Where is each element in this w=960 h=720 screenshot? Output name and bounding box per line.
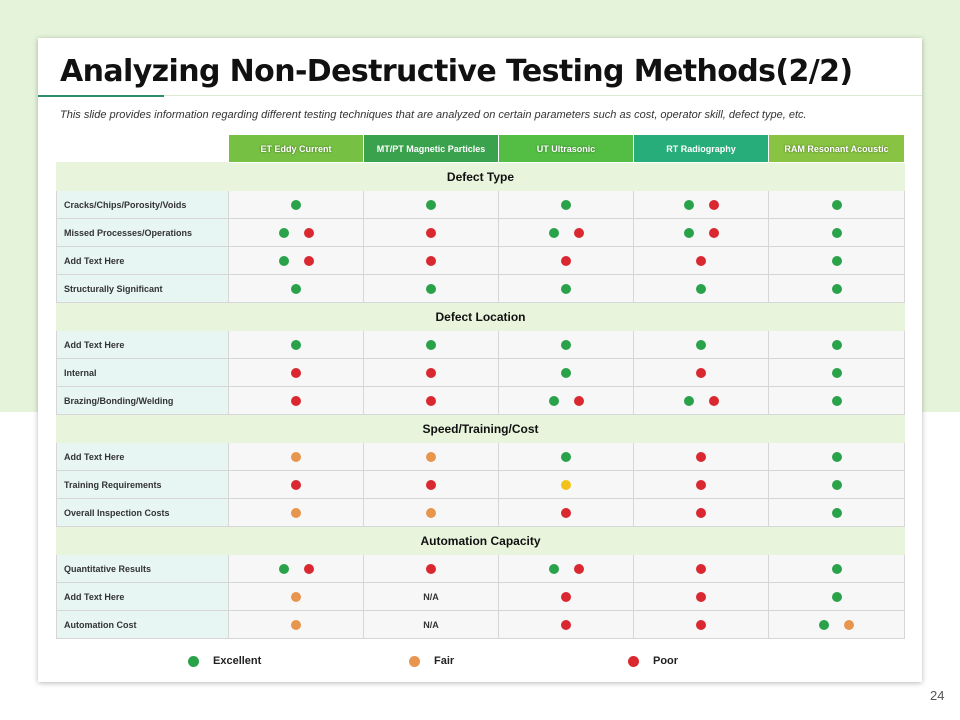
poor-dot-icon <box>291 480 301 490</box>
rating-cell <box>364 471 499 499</box>
column-header: MT/PT Magnetic Particles <box>364 135 499 163</box>
poor-dot-icon <box>696 508 706 518</box>
rating-dots <box>832 340 842 350</box>
poor-dot-icon <box>291 396 301 406</box>
table-row <box>57 499 905 527</box>
rating-dots <box>426 480 436 490</box>
rating-dots <box>561 200 571 210</box>
rating-cell <box>364 499 499 527</box>
rating-cell <box>634 387 769 415</box>
excellent-dot-icon <box>832 228 842 238</box>
rating-cell <box>229 471 364 499</box>
excellent-dot-icon <box>561 340 571 350</box>
rating-cell <box>229 359 364 387</box>
poor-dot-icon <box>709 228 719 238</box>
rating-dots <box>832 284 842 294</box>
rating-cell <box>634 443 769 471</box>
rating-dots <box>291 480 301 490</box>
table-row <box>57 611 905 639</box>
rating-cell <box>229 219 364 247</box>
rating-dots <box>426 564 436 574</box>
excellent-dot-icon <box>549 396 559 406</box>
page-title: Analyzing Non-Destructive Testing Methods(2/2) <box>60 54 853 89</box>
excellent-dot-icon <box>832 340 842 350</box>
poor-dot-icon <box>426 368 436 378</box>
excellent-dot-icon <box>291 200 301 210</box>
poor-dot-icon <box>561 592 571 602</box>
rating-cell <box>634 555 769 583</box>
rating-dots <box>291 452 301 462</box>
legend-excellent-dot <box>188 656 199 667</box>
poor-dot-icon <box>574 564 584 574</box>
excellent-dot-icon <box>426 340 436 350</box>
poor-dot-icon <box>304 564 314 574</box>
poor-dot-icon <box>291 368 301 378</box>
rating-cell <box>769 471 905 499</box>
rating-cell <box>364 387 499 415</box>
section-row <box>57 415 905 443</box>
rating-cell <box>364 443 499 471</box>
rating-dots <box>426 396 436 406</box>
fair-dot-icon <box>291 620 301 630</box>
poor-dot-icon <box>574 228 584 238</box>
column-header: UT Ultrasonic <box>499 135 634 163</box>
rating-dots <box>426 368 436 378</box>
row-label: Add Text Here <box>57 583 229 611</box>
fair-dot-icon <box>291 592 301 602</box>
excellent-dot-icon <box>279 256 289 266</box>
poor-dot-icon <box>426 228 436 238</box>
poor-dot-icon <box>561 256 571 266</box>
rating-dots <box>696 564 706 574</box>
poor-dot-icon <box>696 452 706 462</box>
column-header: RT Radiography <box>634 135 769 163</box>
rating-cell <box>364 583 499 611</box>
legend-excellent-label: Excellent <box>213 655 262 667</box>
rating-dots <box>279 228 314 238</box>
rating-dots <box>696 480 706 490</box>
rating-dots <box>832 396 842 406</box>
rating-cell <box>364 275 499 303</box>
row-label: Missed Processes/Operations <box>57 219 229 247</box>
section-row <box>57 163 905 191</box>
excellent-dot-icon <box>561 200 571 210</box>
row-label: Internal <box>57 359 229 387</box>
table-row <box>57 555 905 583</box>
rating-dots <box>696 340 706 350</box>
excellent-dot-icon <box>696 340 706 350</box>
rating-cell <box>499 247 634 275</box>
rating-dots <box>426 508 436 518</box>
excellent-dot-icon <box>291 284 301 294</box>
legend-fair-label: Fair <box>434 655 455 667</box>
section-row <box>57 303 905 331</box>
legend-fair-dot <box>409 656 420 667</box>
poor-dot-icon <box>304 256 314 266</box>
rating-cell <box>229 331 364 359</box>
excellent-dot-icon <box>549 228 559 238</box>
row-label: Add Text Here <box>57 247 229 275</box>
excellent-dot-icon <box>684 200 694 210</box>
fair-dot-icon <box>291 452 301 462</box>
section-title: Speed/Training/Cost <box>57 415 905 443</box>
rating-dots <box>832 256 842 266</box>
page-subtitle: This slide provides information regarding different testing techniques that are analyzed on certain parameters such as cost, operator skill, defect type, etc. <box>60 109 807 121</box>
fair-dot-icon <box>291 508 301 518</box>
rating-dots <box>832 200 842 210</box>
excellent-dot-icon <box>696 284 706 294</box>
not-applicable-text: N/A <box>423 591 439 602</box>
excellent-dot-icon <box>561 284 571 294</box>
poor-dot-icon <box>696 480 706 490</box>
rating-cell <box>229 387 364 415</box>
rating-dots <box>426 228 436 238</box>
rating-cell <box>229 555 364 583</box>
rating-cell <box>634 275 769 303</box>
rating-dots <box>832 592 842 602</box>
rating-dots <box>561 256 571 266</box>
excellent-dot-icon <box>684 228 694 238</box>
poor-dot-icon <box>709 200 719 210</box>
table-row <box>57 275 905 303</box>
rating-dots <box>426 284 436 294</box>
section-title: Defect Location <box>57 303 905 331</box>
rating-cell <box>364 247 499 275</box>
rating-cell <box>769 219 905 247</box>
poor-dot-icon <box>696 564 706 574</box>
poor-dot-icon <box>561 508 571 518</box>
rating-dots <box>549 228 584 238</box>
excellent-dot-icon <box>832 480 842 490</box>
rating-cell <box>499 275 634 303</box>
excellent-dot-icon <box>819 620 829 630</box>
rating-cell <box>634 191 769 219</box>
row-label: Add Text Here <box>57 331 229 359</box>
rating-cell <box>634 247 769 275</box>
rating-cell <box>364 611 499 639</box>
rating-dots <box>561 508 571 518</box>
rating-cell <box>634 359 769 387</box>
rating-cell <box>769 191 905 219</box>
rating-cell <box>364 191 499 219</box>
rating-dots <box>696 368 706 378</box>
rating-cell <box>769 611 905 639</box>
rating-cell <box>634 583 769 611</box>
row-label: Training Requirements <box>57 471 229 499</box>
poor-dot-icon <box>696 368 706 378</box>
rating-cell <box>229 443 364 471</box>
rating-cell <box>499 387 634 415</box>
rating-dots <box>696 508 706 518</box>
excellent-dot-icon <box>549 564 559 574</box>
excellent-dot-icon <box>832 396 842 406</box>
rating-cell <box>769 331 905 359</box>
rating-dots <box>832 480 842 490</box>
table-row <box>57 471 905 499</box>
rating-dots <box>549 564 584 574</box>
row-label: Automation Cost <box>57 611 229 639</box>
rating-cell <box>634 471 769 499</box>
rating-cell <box>499 443 634 471</box>
rating-dots <box>696 592 706 602</box>
rating-cell <box>364 331 499 359</box>
excellent-dot-icon <box>684 396 694 406</box>
column-header: ET Eddy Current <box>229 135 364 163</box>
table-row <box>57 219 905 247</box>
row-label: Quantitative Results <box>57 555 229 583</box>
table-row <box>57 359 905 387</box>
rating-cell <box>364 359 499 387</box>
rating-cell <box>769 247 905 275</box>
rating-cell <box>499 219 634 247</box>
rating-cell <box>499 611 634 639</box>
rating-cell <box>634 499 769 527</box>
table-row <box>57 331 905 359</box>
excellent-dot-icon <box>832 564 842 574</box>
rating-cell <box>769 275 905 303</box>
row-label: Structurally Significant <box>57 275 229 303</box>
rating-dots <box>561 340 571 350</box>
rating-dots <box>426 200 436 210</box>
table-row <box>57 443 905 471</box>
rating-dots <box>696 256 706 266</box>
rating-dots <box>291 340 301 350</box>
excellent-dot-icon <box>426 284 436 294</box>
rating-dots <box>426 340 436 350</box>
rating-dots <box>426 256 436 266</box>
rating-cell <box>769 499 905 527</box>
rating-cell <box>229 583 364 611</box>
rating-dots <box>549 396 584 406</box>
fair-dot-icon <box>426 508 436 518</box>
section-title: Automation Capacity <box>57 527 905 555</box>
rating-dots <box>696 452 706 462</box>
table-row <box>57 247 905 275</box>
rating-dots <box>291 396 301 406</box>
rating-cell <box>499 359 634 387</box>
rating-cell <box>634 331 769 359</box>
poor-dot-icon <box>696 256 706 266</box>
row-label: Cracks/Chips/Porosity/Voids <box>57 191 229 219</box>
rating-dots <box>684 396 719 406</box>
comparison-table <box>56 134 905 639</box>
legend-item-fair <box>409 654 454 668</box>
table-row <box>57 387 905 415</box>
rating-dots <box>561 620 571 630</box>
poor-dot-icon <box>304 228 314 238</box>
rating-cell <box>229 499 364 527</box>
poor-dot-icon <box>696 620 706 630</box>
poor-dot-icon <box>709 396 719 406</box>
title-underline <box>38 95 164 97</box>
not-applicable-text: N/A <box>423 619 439 630</box>
page-number: 24 <box>930 688 945 703</box>
rating-cell <box>634 611 769 639</box>
rating-cell <box>769 387 905 415</box>
legend-poor-label: Poor <box>653 655 679 667</box>
rating-cell <box>229 275 364 303</box>
excellent-dot-icon <box>561 368 571 378</box>
rating-dots <box>696 620 706 630</box>
rating-cell <box>769 359 905 387</box>
rating-cell <box>499 499 634 527</box>
rating-cell <box>769 555 905 583</box>
excellent-dot-icon <box>832 592 842 602</box>
rating-dots <box>561 480 571 490</box>
title-divider <box>164 95 922 96</box>
rating-dots <box>561 368 571 378</box>
rating-cell <box>364 555 499 583</box>
rating-cell <box>364 219 499 247</box>
excellent-dot-icon <box>279 228 289 238</box>
legend-item-excellent <box>188 654 261 668</box>
excellent-dot-icon <box>291 340 301 350</box>
excellent-dot-icon <box>426 200 436 210</box>
rating-dots <box>291 508 301 518</box>
rating-cell <box>769 443 905 471</box>
excellent-dot-icon <box>832 368 842 378</box>
rating-dots <box>832 564 842 574</box>
excellent-dot-icon <box>832 452 842 462</box>
rating-cell <box>229 611 364 639</box>
rating-cell <box>229 247 364 275</box>
header-corner <box>57 135 229 163</box>
poor-dot-icon <box>426 480 436 490</box>
rating-dots <box>819 620 854 630</box>
rating-cell <box>499 555 634 583</box>
rating-cell <box>499 583 634 611</box>
rating-dots <box>832 452 842 462</box>
excellent-dot-icon <box>561 452 571 462</box>
row-label: Overall Inspection Costs <box>57 499 229 527</box>
excellent-dot-icon <box>832 284 842 294</box>
poor-dot-icon <box>574 396 584 406</box>
rating-dots <box>279 564 314 574</box>
rating-dots <box>291 368 301 378</box>
row-label: Brazing/Bonding/Welding <box>57 387 229 415</box>
rating-dots <box>561 284 571 294</box>
rating-dots <box>684 228 719 238</box>
rating-dots <box>561 452 571 462</box>
rating-dots <box>291 200 301 210</box>
comparison-table-body <box>57 135 905 639</box>
row-label: Add Text Here <box>57 443 229 471</box>
poor-dot-icon <box>426 396 436 406</box>
table-row <box>57 583 905 611</box>
average-dot-icon <box>561 480 571 490</box>
poor-dot-icon <box>426 256 436 266</box>
rating-cell <box>499 471 634 499</box>
rating-dots <box>291 620 301 630</box>
section-row <box>57 527 905 555</box>
excellent-dot-icon <box>832 508 842 518</box>
rating-dots <box>291 284 301 294</box>
rating-cell <box>769 583 905 611</box>
poor-dot-icon <box>696 592 706 602</box>
excellent-dot-icon <box>832 256 842 266</box>
column-header-row <box>57 135 905 163</box>
rating-dots <box>832 228 842 238</box>
rating-dots <box>279 256 314 266</box>
excellent-dot-icon <box>832 200 842 210</box>
column-header: RAM Resonant Acoustic <box>769 135 905 163</box>
poor-dot-icon <box>426 564 436 574</box>
rating-cell <box>499 191 634 219</box>
rating-dots <box>561 592 571 602</box>
rating-dots <box>291 592 301 602</box>
fair-dot-icon <box>844 620 854 630</box>
rating-cell <box>229 191 364 219</box>
rating-dots <box>426 452 436 462</box>
excellent-dot-icon <box>279 564 289 574</box>
rating-cell <box>499 331 634 359</box>
rating-dots <box>696 284 706 294</box>
legend-item-poor <box>628 654 678 668</box>
poor-dot-icon <box>561 620 571 630</box>
rating-cell <box>634 219 769 247</box>
rating-dots <box>832 508 842 518</box>
fair-dot-icon <box>426 452 436 462</box>
section-title: Defect Type <box>57 163 905 191</box>
legend-poor-dot <box>628 656 639 667</box>
table-row <box>57 191 905 219</box>
rating-dots <box>684 200 719 210</box>
rating-dots <box>832 368 842 378</box>
